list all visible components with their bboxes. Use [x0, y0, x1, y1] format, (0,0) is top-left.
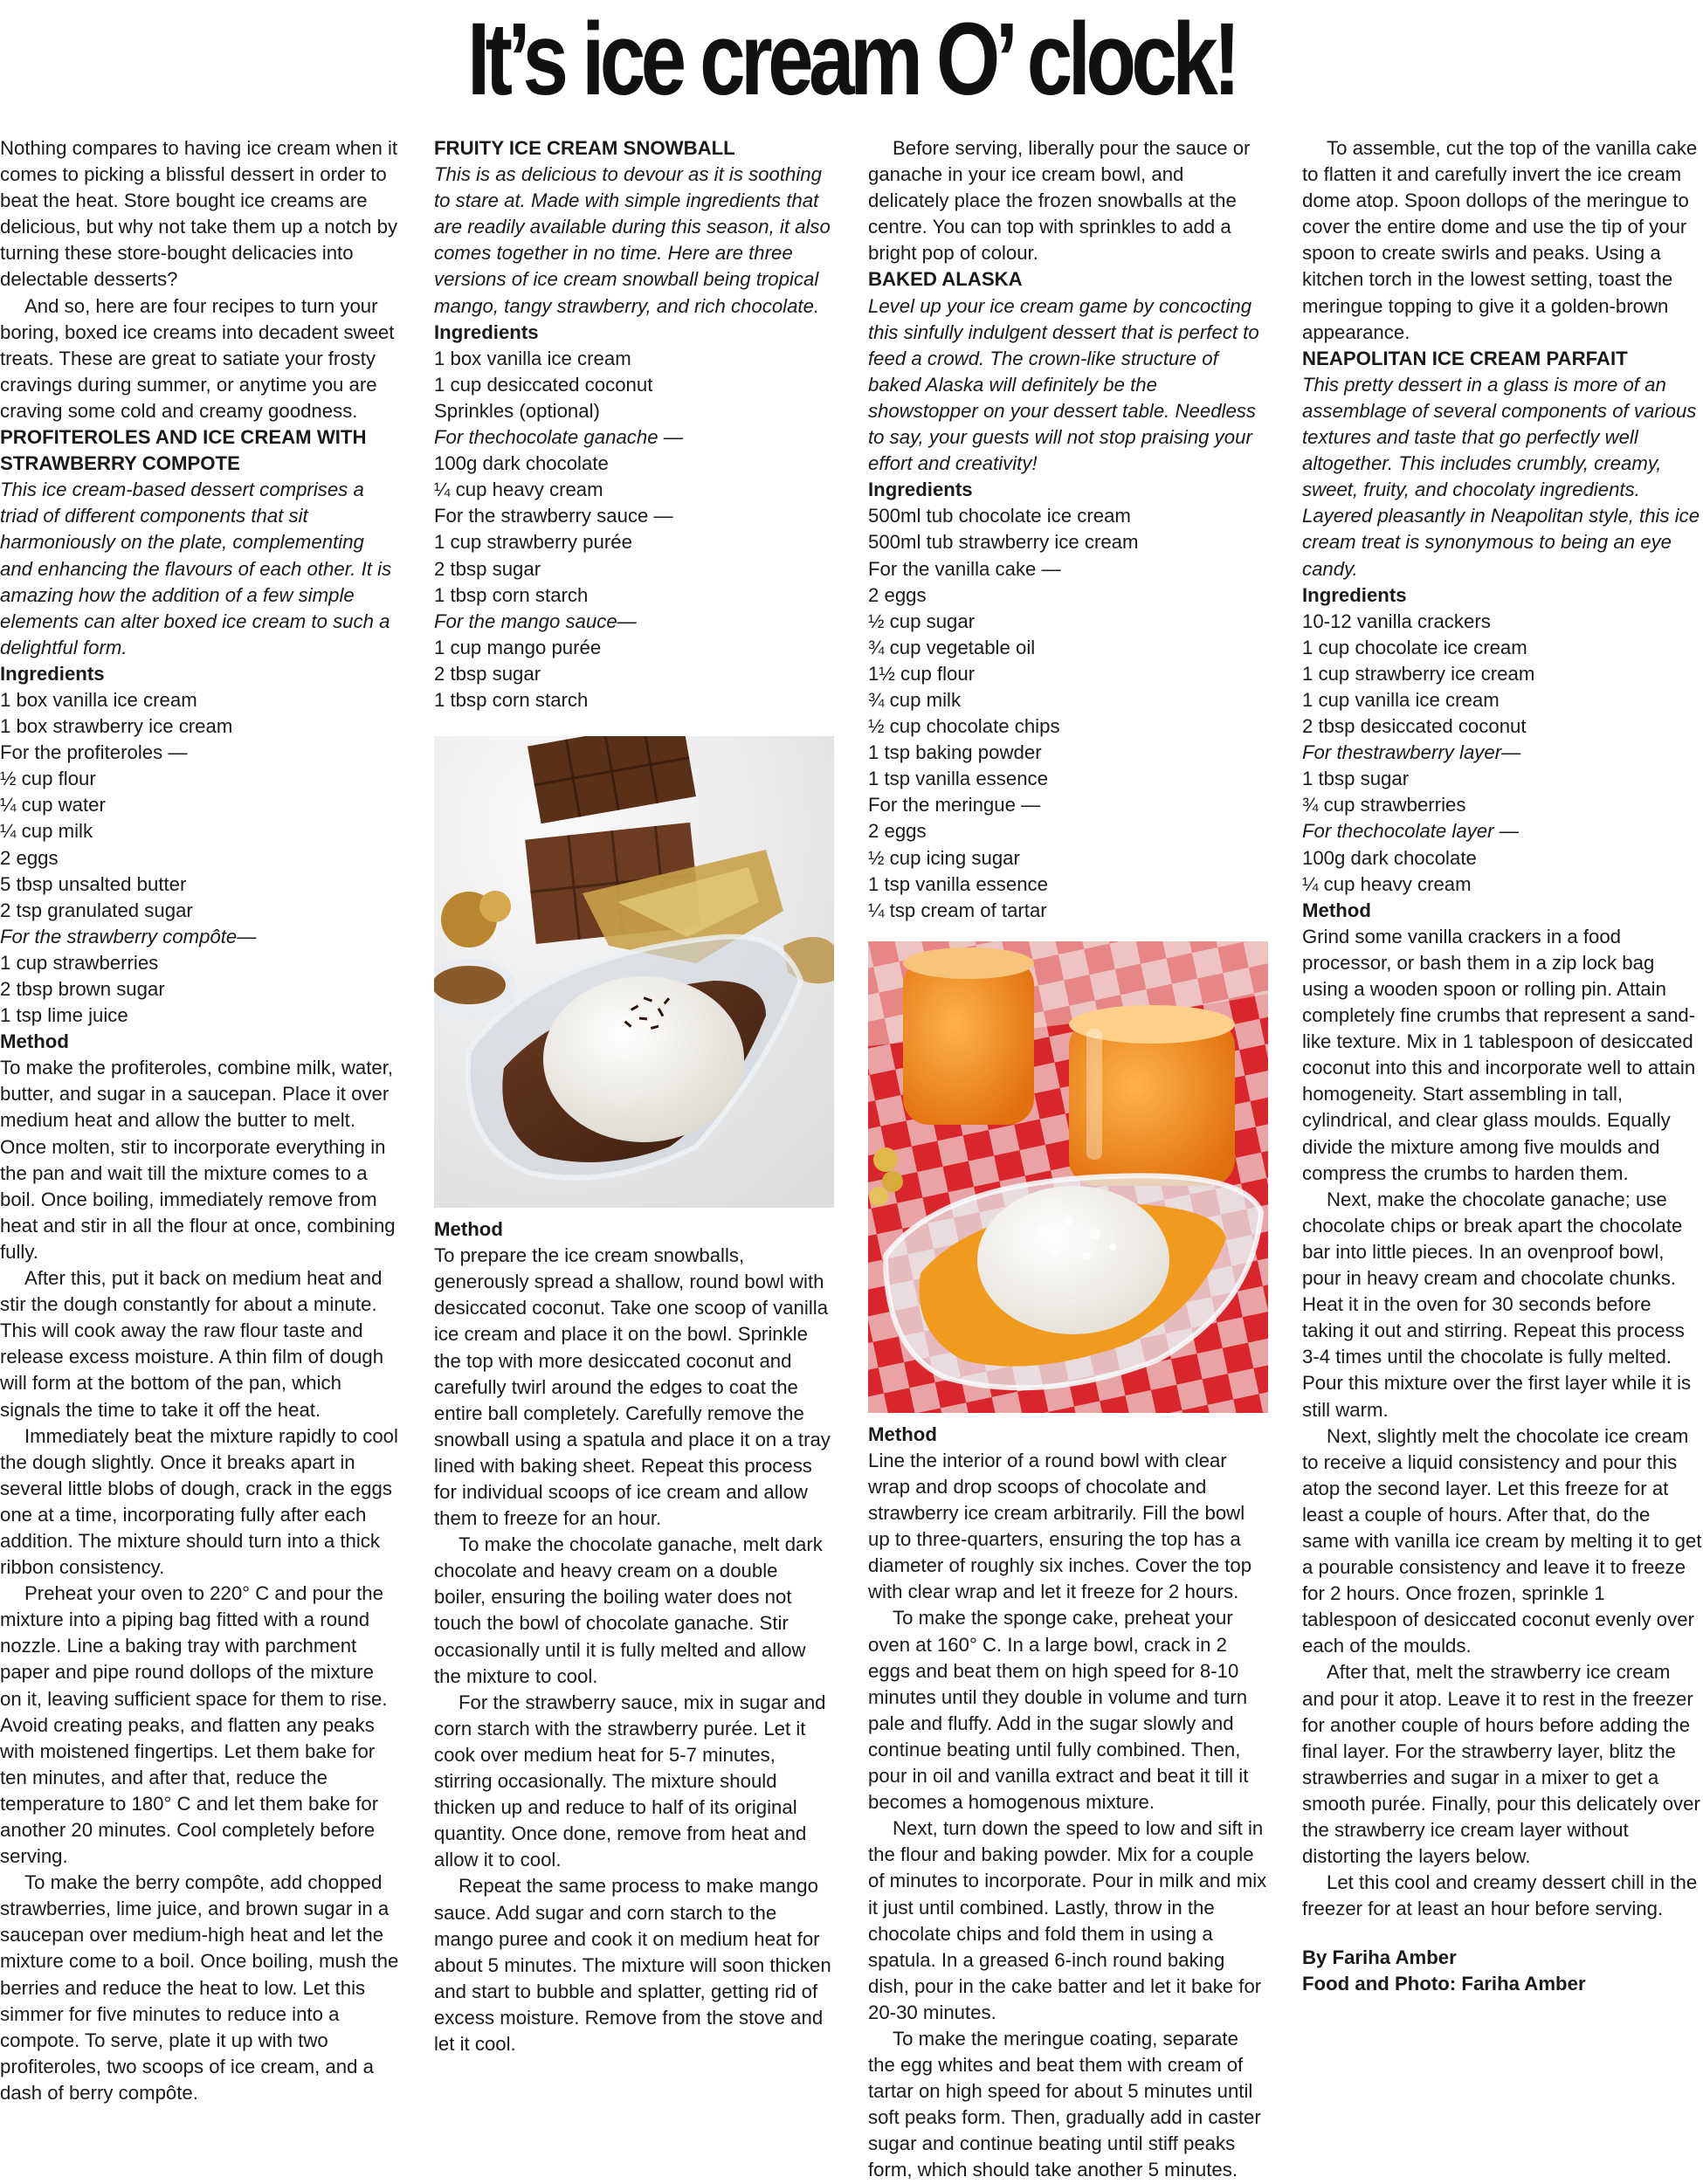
method-paragraph: Before serving, liberally pour the sauce or ganache in your ice cream bowl, and delicately place the frozen snowballs at the centre. You can top with sprinkles to add a bright pop of colour. [868, 137, 1251, 265]
baked-alaska-photo [868, 941, 1268, 1413]
ingredient-subheading: For thechocolate layer — [1302, 820, 1519, 843]
ingredient: 2 eggs [868, 583, 927, 606]
method-paragraph: To make the berry compôte, add chopped strawberries, lime juice, and brown sugar in a saucepan over medium-high heat and let the mixture come to a boil. Once boiling, mush the berries and reduce the heat to low. Let this simmer for five minutes to reduce into a compote. To serve, plate it up with two profiteroles, two scoops of ice cream, and a dash of berry compôte. [0, 1871, 399, 2104]
method-paragraph: Line the interior of a round bowl with clear wrap and drop scoops of chocolate and strawberry ice cream arbitrarily. Fill the bowl up to three-quarters, ensuring the top has a diameter of roughly six inches. Cover the top with clear wrap and let it freeze for 2 hours. [868, 1449, 1252, 1603]
method-paragraph: Repeat the same process to make mango sauce. Add sugar and corn starch to the mango puree and cook it on medium heat for about 5 minutes. The mixture will soon thicken and start to bubble and splatter, getting rid of excess moisture. Remove from the stove and let it cool. [434, 1875, 831, 2055]
snowball-photo [434, 736, 834, 1208]
ingredient: 1 cup mango purée [434, 636, 602, 658]
method-paragraph: Immediately beat the mixture rapidly to cool the dough slightly. Once it breaks apart in several little blobs of dough, crack in the eggs one at a time, incorporating fully after each addition. The mixture should turn into a thick ribbon consistency. [0, 1424, 398, 1579]
method-paragraph: To assemble, cut the top of the vanilla cake to flatten it and carefully invert the ice cream dome atop. Spoon dollops of the meringue to cover the entire dome and use the tip of your spoon to create swirls and peaks. Using a kitchen torch in the lowest setting, toast the meringue topping to give it a golden-brown appearance. [1302, 137, 1698, 343]
ingredient: 2 tbsp brown sugar [0, 978, 165, 1000]
ingredient: ¾ cup vegetable oil [868, 636, 1036, 658]
ingredient: 5 tbsp unsalted butter [0, 872, 187, 895]
ingredient: 1 cup strawberry ice cream [1302, 662, 1535, 685]
ingredient: 2 tbsp sugar [434, 557, 541, 580]
ingredients-heading: Ingredients [434, 320, 539, 343]
column-3 [868, 135, 1268, 2184]
ingredient: 1 tsp baking powder [868, 741, 1042, 764]
method-paragraph: To make the sponge cake, preheat your oven at 160° C. In a large bowl, crack in 2 eggs and beat them on high speed for 8-10 minutes until they double in volume and turn pale and fluffy. Add in the sugar slowly and continue beating until fully combined. Then, pour in oil and vanilla extract and beat it till it becomes a homogenous mixture. [868, 1607, 1249, 1814]
ingredient: 1½ cup flour [868, 662, 976, 685]
method-paragraph: After this, put it back on medium heat and stir the dough constantly for about a minute. This will cook away the raw flour taste and release excess moisture. A thin film of dough will form at the bottom of the pan, which signals the time to take it off the heat. [0, 1267, 384, 1421]
recipe-title: BAKED ALASKA [868, 268, 1023, 291]
method-heading: Method [0, 1030, 69, 1053]
photo-credit: Food and Photo: Fariha Amber [1302, 1973, 1586, 1995]
ingredient: 2 eggs [0, 846, 59, 869]
method-heading: Method [434, 1218, 503, 1241]
method-paragraph: To make the profiteroles, combine milk, water, butter, and sugar in a saucepan. Place it over medium heat and allow the butter to melt. Once molten, stir to incorporate everything in the pan and wait till the mixture comes to a boil. Once boiling, immediately remove from heat and stir in all the flour at once, combining fully. [0, 1057, 396, 1263]
ingredient: 1 tbsp sugar [1302, 768, 1410, 790]
recipe-description: This ice cream-based dessert comprises a triad of different components that sit harmoniously on the plate, complementing and enhancing the flavours of each other. It is amazing how the addition of a few simple elements can alter boxed ice cream to such a delightful form. [0, 479, 392, 658]
method-paragraph: Let this cool and creamy dessert chill in the freezer for at least an hour before serving. [1302, 1871, 1698, 1920]
ingredient-subheading: For thechocolate ganache — [434, 426, 683, 449]
ingredients-heading: Ingredients [868, 479, 973, 501]
method-heading: Method [868, 1423, 937, 1445]
ingredient: 1 tsp vanilla essence [868, 872, 1048, 895]
intro-paragraph: Nothing compares to having ice cream when it comes to picking a blissful dessert in order to beat the heat. Store bought ice creams are delicious, but why not take them up a notch by turning these store-bought delicacies into delectable desserts? [0, 137, 398, 291]
ingredient: ¼ cup water [0, 794, 106, 816]
ingredient: For the profiteroles — [0, 741, 188, 764]
method-heading: Method [1302, 899, 1371, 921]
ingredient: ¼ cup milk [0, 820, 93, 843]
ingredient-subheading: For the strawberry compôte— [0, 925, 257, 947]
ingredient: 2 tsp granulated sugar [0, 899, 193, 921]
recipe-title: NEAPOLITAN ICE CREAM PARFAIT [1302, 347, 1628, 369]
ingredient: 100g dark chocolate [1302, 846, 1477, 869]
method-paragraph: Next, make the chocolate ganache; use chocolate chips or break apart the chocolate bar into little pieces. In an ovenproof bowl, pour in heavy cream and chocolate chunks. Heat it in the oven for 30 seconds before taking it out and stirring. Repeat this process 3-4 times until the chocolate is fully melted. Pour this mixture over the first layer while it is still warm. [1302, 1188, 1692, 1421]
method-paragraph: Preheat your oven to 220° C and pour the mixture into a piping bag fitted with a round nozzle. Line a baking tray with parchment paper and pipe round dollops of the mixture on it, leaving sufficient space for them to rise. Avoid creating peaks, and flatten any peaks with moistened fingertips. Let them bake for ten minutes, and after that, reduce the temperature to 180° C and let them bake for another 20 minutes. Cool completely before serving. [0, 1582, 388, 1868]
ingredient: For the strawberry sauce — [434, 505, 673, 527]
method-paragraph: Grind some vanilla crackers in a food processor, or bash them in a zip lock bag using a wooden spoon or rolling pin. Attain completely fine crumbs that represent a sand-like texture. Mix in 1 tablespoon of desiccated coconut into this and incorporate well to attain homogeneity. Start assembling in tall, cylindrical, and clear glass moulds. Equally divide the mixture among five moulds and compress the crumbs to harden them. [1302, 925, 1696, 1184]
ingredient: 1 box strawberry ice cream [0, 715, 233, 738]
column-4 [1302, 135, 1702, 1998]
ingredient: ¾ cup strawberries [1302, 794, 1466, 816]
ingredient: 1 tbsp corn starch [434, 688, 589, 711]
method-paragraph: Next, slightly melt the chocolate ice cream to receive a liquid consistency and pour this atop the second layer. Let this freeze for at least a couple of hours. After that, do the same with vanilla ice cream by melting it to get a pourable consistency and leave it to freeze for 2 hours. Once frozen, sprinkle 1 tablespoon of desiccated coconut evenly over each of the moulds. [1302, 1424, 1702, 1657]
ingredient: 500ml tub strawberry ice cream [868, 531, 1139, 554]
ingredient: 1 box vanilla ice cream [0, 688, 197, 711]
ingredient: 1 box vanilla ice cream [434, 347, 631, 369]
ingredient: For the vanilla cake — [868, 557, 1061, 580]
method-paragraph: Next, turn down the speed to low and sift in the flour and baking powder. Mix for a couple of minutes to incorporate. Pour in milk and mix it just until combined. Lastly, throw in the chocolate chips and fold them in using a spatula. In a greased 6-inch round baking dish, pour in the cake batter and let it bake for 20-30 minutes. [868, 1817, 1267, 2023]
byline: By Fariha Amber [1302, 1946, 1457, 1969]
ingredient: 100g dark chocolate [434, 452, 609, 475]
ingredient: ½ cup icing sugar [868, 846, 1020, 869]
ingredient: ½ cup chocolate chips [868, 715, 1060, 738]
ingredient: 1 cup vanilla ice cream [1302, 688, 1500, 711]
ingredient: ½ cup flour [0, 768, 96, 790]
recipe-title: FRUITY ICE CREAM SNOWBALL [434, 137, 735, 159]
ingredient: Sprinkles (optional) [434, 399, 600, 422]
ingredient: 2 eggs [868, 820, 927, 843]
ingredient: 1 tsp vanilla essence [868, 768, 1048, 790]
ingredient: 1 cup strawberry purée [434, 531, 632, 554]
method-paragraph: To make the meringue coating, separate the egg whites and beat them with cream of tartar on high speed for about 5 minutes until soft peaks form. Then, gradually add in caster sugar and continue beating until stiff peaks form, which should take another 5 minutes. [868, 2027, 1261, 2181]
ingredient: ¼ tsp cream of tartar [868, 899, 1047, 921]
ingredient: 1 cup desiccated coconut [434, 373, 653, 396]
ingredients-heading: Ingredients [0, 662, 105, 685]
ingredient: 2 tbsp sugar [434, 662, 541, 685]
recipe-description: This pretty dessert in a glass is more of an assemblage of several components of various textures and taste that go perfectly well altogether. This includes crumbly, creamy, sweet, fruity, and chocolaty ingredients. Layered pleasantly in Neapolitan style, this ice cream treat is synonymous to being an eye candy. [1302, 373, 1700, 580]
ingredient: 1 cup chocolate ice cream [1302, 636, 1527, 658]
ingredient: ¼ cup heavy cream [1302, 872, 1472, 895]
method-paragraph: To prepare the ice cream snowballs, generously spread a shallow, round bowl with desiccated coconut. Take one scoop of vanilla ice cream and place it on the bowl. Sprinkle the top with more desiccated coconut and carefully twirl around the edges to coat the entire ball completely. Carefully remove the snowball using a spatula and place it on a tray lined with baking sheet. Repeat this process for individual scoops of ice cream and allow them to freeze for an hour. [434, 1244, 831, 1530]
ingredient: ¾ cup milk [868, 688, 962, 711]
ingredient: 500ml tub chocolate ice cream [868, 505, 1131, 527]
ingredient: 2 tbsp desiccated coconut [1302, 715, 1527, 738]
ingredient: 1 tbsp corn starch [434, 583, 589, 606]
ingredients-heading: Ingredients [1302, 583, 1407, 606]
recipe-description: Level up your ice cream game by concocting this sinfully indulgent dessert that is perfect to feed a crowd. The crown-like structure of baked Alaska will definitely be the showstopper on your dessert table. Needless to say, your guests will not stop praising your effort and creativity! [868, 294, 1259, 475]
recipe-description: This is as delicious to devour as it is soothing to stare at. Made with simple ingredients that are readily available during this season, it also comes together in no time. Here are three versions of ice cream snowball being tropical mango, tangy strawberry, and rich chocolate. [434, 163, 831, 317]
ingredient: 1 tsp lime juice [0, 1004, 128, 1027]
column-2 [434, 135, 834, 2057]
method-paragraph: To make the chocolate ganache, melt dark chocolate and heavy cream on a double boiler, ensuring the boiling water does not touch the bowl of chocolate ganache. Stir occasionally until it is fully melted and allow the mixture to cool. [434, 1533, 823, 1687]
column-1 [0, 135, 400, 2106]
ingredient: ¼ cup heavy cream [434, 479, 603, 501]
ingredient: 1 cup strawberries [0, 951, 159, 974]
method-paragraph: After that, melt the strawberry ice cream and pour it atop. Leave it to rest in the freezer for another couple of hours before adding the final layer. For the strawberry layer, blitz the strawberries and sugar in a mixer to get a smooth purée. Finally, pour this delicately over the strawberry ice cream layer without distorting the layers below. [1302, 1661, 1700, 1868]
ingredient: ½ cup sugar [868, 610, 976, 632]
ingredient: 10-12 vanilla crackers [1302, 610, 1491, 632]
method-paragraph: For the strawberry sauce, mix in sugar and corn starch with the strawberry purée. Let it cook over medium heat for 5-7 minutes, stirring occasionally. The mixture should thicken up and reduce to half of its original quantity. Once done, remove from heat and allow it to cool. [434, 1691, 826, 1871]
ingredient-subheading: For thestrawberry layer— [1302, 741, 1521, 764]
recipe-title: PROFITEROLES AND ICE CREAM WITH STRAWBERRY COMPOTE [0, 426, 367, 475]
ingredient: For the meringue — [868, 794, 1041, 816]
intro-paragraph: And so, here are four recipes to turn your boring, boxed ice creams into decadent sweet treats. These are great to satiate your frosty cravings during summer, or anytime you are craving some cold and creamy goodness. [0, 294, 395, 422]
headline: It’s ice cream O’ clock! [466, 2, 1237, 117]
ingredient-subheading: For the mango sauce— [434, 610, 637, 632]
